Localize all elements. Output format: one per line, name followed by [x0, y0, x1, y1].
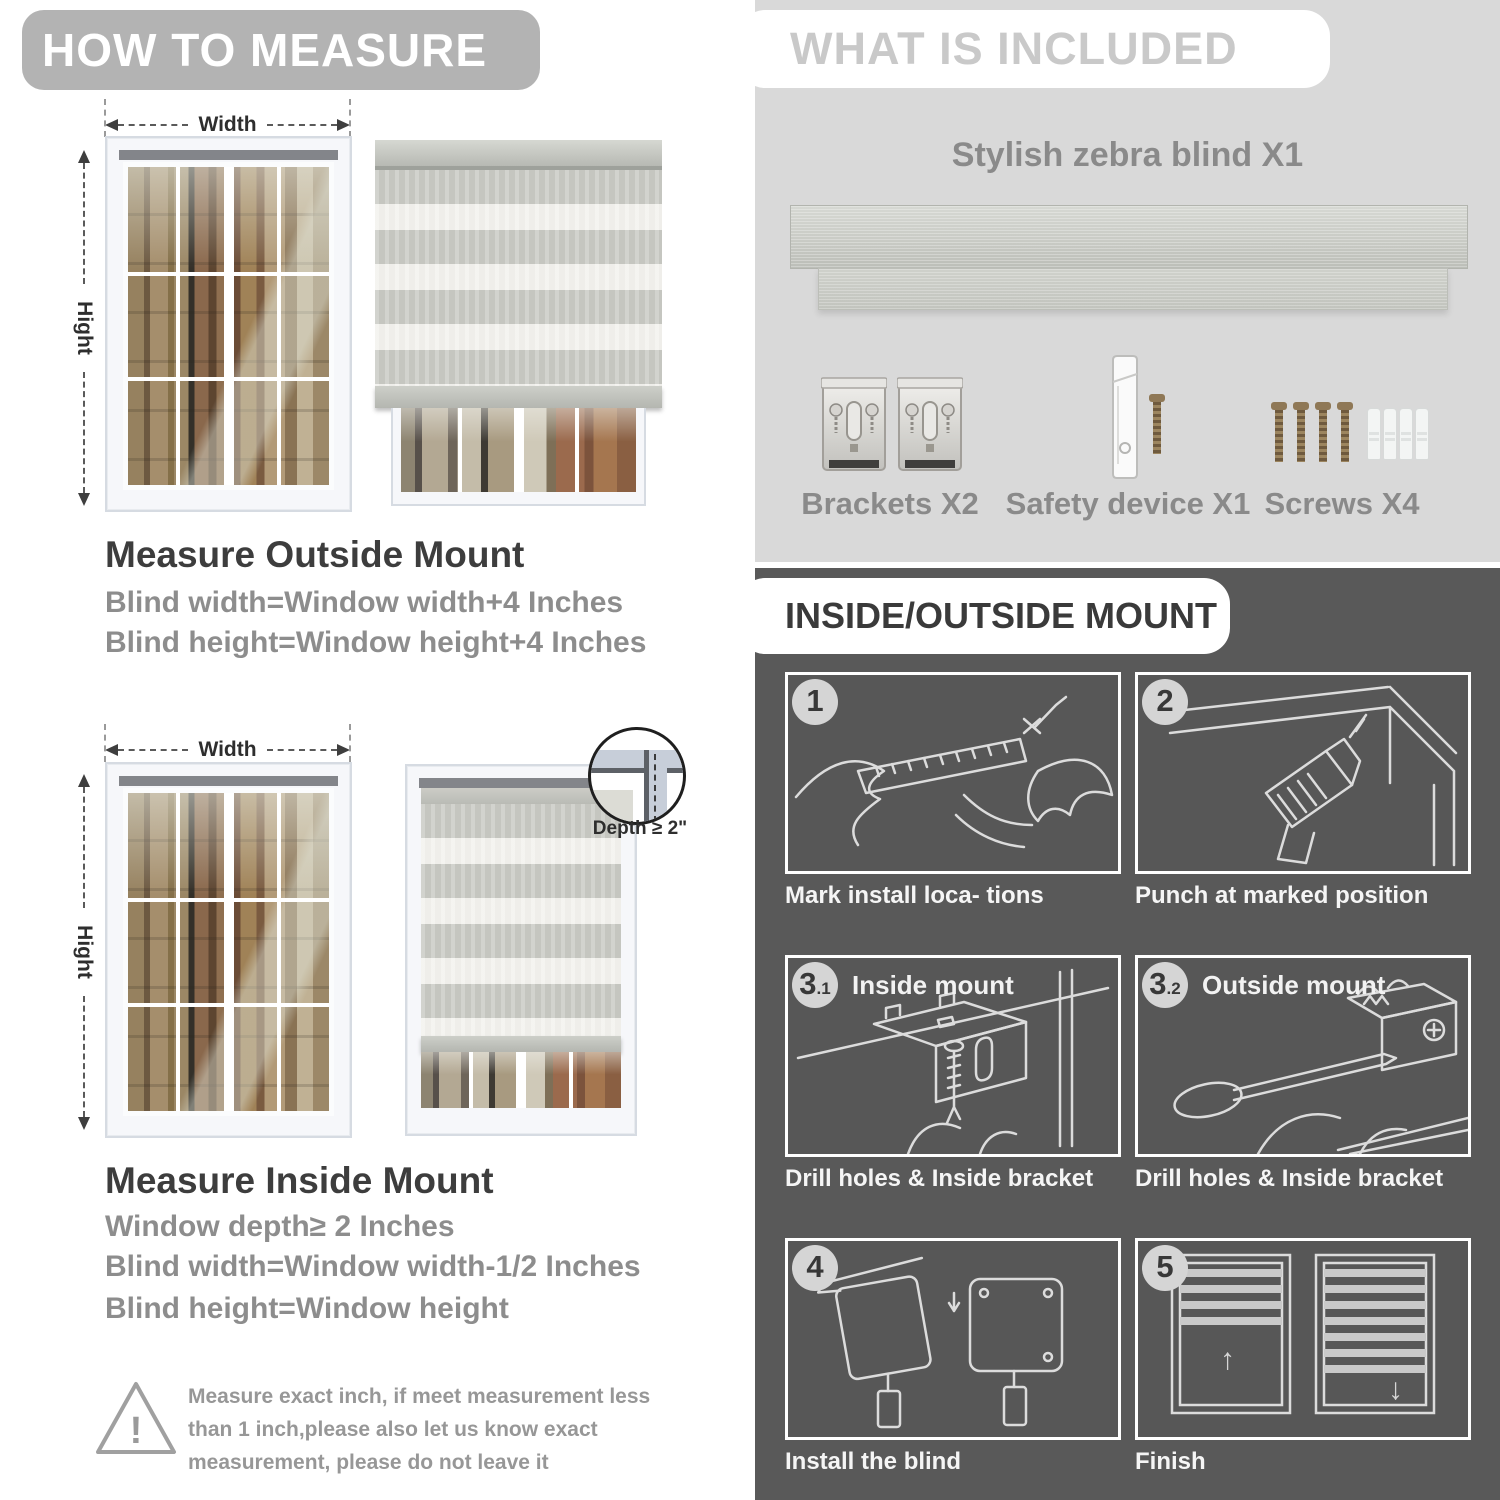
outside-mount-title: Measure Outside Mount	[105, 534, 525, 575]
step-number-badge: 2	[1142, 679, 1188, 725]
width-arrow	[105, 737, 350, 763]
step-3-2-tile	[1135, 955, 1471, 1157]
brackets-label: Brackets X2	[801, 486, 979, 521]
what-is-included-panel	[755, 0, 1500, 562]
step-number-badge: 3 .2	[1142, 962, 1188, 1008]
arrow-right-icon	[337, 119, 350, 131]
window-track	[119, 776, 338, 786]
warning-line-3: measurement, please do not leave it	[188, 1451, 549, 1474]
window-below-blind	[391, 408, 646, 506]
depth-note: Depth ≥ 2"	[592, 818, 688, 839]
height-arrow	[72, 150, 96, 506]
step-2-tile	[1135, 672, 1471, 874]
step-3-1-title: Inside mount	[852, 970, 1014, 1000]
wall-anchor-illustration	[1399, 408, 1413, 460]
blind-headrail-lip	[818, 268, 1448, 310]
step-3-2-title: Outside mount	[1202, 970, 1386, 1000]
step-2-caption: Punch at marked position	[1135, 882, 1429, 909]
step-3-2-caption: Drill holes & Inside bracket	[1135, 1165, 1444, 1192]
window-illustration	[105, 136, 352, 512]
blind-headrail	[790, 205, 1468, 269]
screw-illustration	[1275, 410, 1283, 462]
height-label: Hight	[73, 301, 96, 355]
screw-illustration	[1153, 402, 1161, 454]
safety-device-label: Safety device X1	[1005, 486, 1251, 521]
blind-bottom-rail	[375, 386, 662, 408]
step-number-badge: 4	[792, 1245, 838, 1291]
step-3-1-tile	[785, 955, 1121, 1157]
inside-rule-2: Blind width=Window width-1/2 Inches	[105, 1250, 641, 1283]
warning-icon	[92, 1376, 180, 1460]
step-number-badge: 3 .1	[792, 962, 838, 1008]
blind-cassette	[375, 140, 662, 170]
height-arrow	[72, 774, 96, 1130]
depth-detail-circle	[588, 727, 686, 825]
arrow-up-icon	[78, 150, 90, 163]
step-number-badge: 5	[1142, 1245, 1188, 1291]
mount-steps-panel	[755, 568, 1500, 1500]
screw-illustration	[1297, 410, 1305, 462]
screw-illustration	[1319, 410, 1327, 462]
outside-rule-1: Blind width=Window width+4 Inches	[105, 586, 624, 619]
window-track	[119, 150, 338, 160]
inside-mount-title: Measure Inside Mount	[105, 1160, 494, 1201]
arrow-up-icon	[78, 774, 90, 787]
outside-rule-2: Blind height=Window height+4 Inches	[105, 626, 647, 659]
what-is-included-header: WHAT IS INCLUDED	[739, 10, 1330, 88]
step-1-tile	[785, 672, 1121, 874]
mount-header: INSIDE/OUTSIDE MOUNT	[739, 578, 1230, 654]
bracket-illustration	[897, 376, 963, 480]
inside-rule-3: Blind height=Window height	[105, 1292, 509, 1325]
arrow-left-icon	[105, 119, 118, 131]
arrow-down-icon	[78, 1117, 90, 1130]
step-4-tile	[785, 1238, 1121, 1440]
warning-line-2: than 1 inch,please also let us know exact	[188, 1418, 598, 1441]
step-number-badge: 1	[792, 679, 838, 725]
zebra-fabric	[375, 170, 662, 386]
wall-anchor-illustration	[1415, 408, 1429, 460]
screws-label: Screws X4	[1264, 486, 1420, 521]
arrow-right-icon	[337, 744, 350, 756]
bracket-illustration	[821, 376, 887, 480]
safety-device-illustration	[1105, 354, 1145, 480]
width-label: Width	[188, 738, 266, 762]
blind-item-label: Stylish zebra blind X1	[951, 136, 1304, 174]
outside-mount-blind	[375, 140, 662, 506]
warning-line-1: Measure exact inch, if meet measurement less	[188, 1385, 651, 1408]
how-to-measure-header: HOW TO MEASURE	[22, 10, 540, 90]
blind-bottom-rail	[421, 1036, 621, 1052]
step-1-caption: Mark install loca- tions	[785, 882, 1044, 909]
step-5-caption: Finish	[1135, 1448, 1206, 1475]
inside-rule-1: Window depth≥ 2 Inches	[105, 1210, 455, 1243]
step-3-1-caption: Drill holes & Inside bracket	[785, 1165, 1094, 1192]
warning-exclamation: !	[129, 1410, 143, 1452]
arrow-left-icon	[105, 744, 118, 756]
arrow-down-icon: ↓	[1388, 1373, 1403, 1406]
step-5-tile	[1135, 1238, 1471, 1440]
arrow-up-icon: ↑	[1220, 1343, 1235, 1376]
height-label: Hight	[73, 925, 96, 979]
width-arrow	[105, 112, 350, 138]
window-illustration	[105, 762, 352, 1138]
screw-illustration	[1341, 410, 1349, 462]
width-label: Width	[188, 113, 266, 137]
wall-anchor-illustration	[1383, 408, 1397, 460]
arrow-down-icon	[78, 493, 90, 506]
step-4-caption: Install the blind	[785, 1448, 962, 1475]
wall-anchor-illustration	[1367, 408, 1381, 460]
